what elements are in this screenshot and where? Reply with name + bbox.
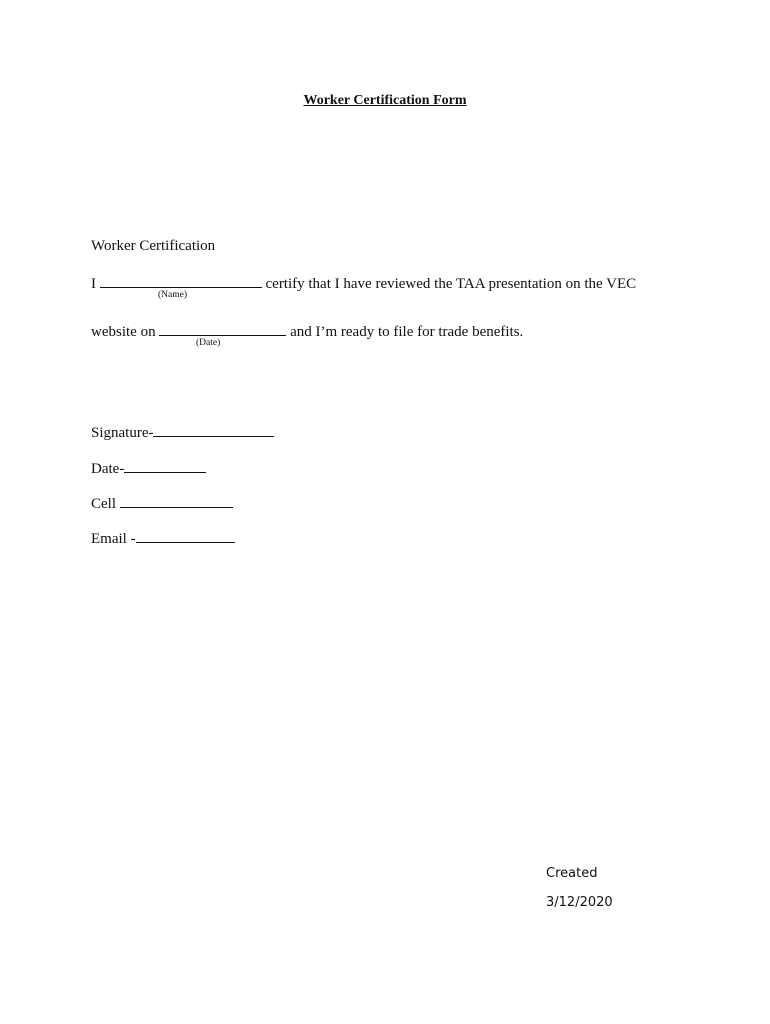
email-field [91, 528, 235, 548]
date-field [91, 458, 206, 478]
date-blank[interactable] [159, 321, 286, 336]
section-heading: Worker Certification [91, 238, 216, 254]
signature-field [91, 422, 274, 442]
website-statement [91, 321, 523, 341]
form-title: Worker Certification Form [303, 93, 467, 108]
name-blank[interactable] [100, 273, 262, 288]
date-field-blank[interactable] [124, 458, 206, 473]
signature-label: Signature- [91, 425, 154, 441]
created-label: Created [546, 866, 598, 881]
created-date: 3/12/2020 [546, 895, 613, 910]
email-blank[interactable] [136, 528, 235, 543]
cell-field [91, 493, 233, 513]
email-label: Email - [91, 531, 136, 547]
website-prefix: website on [91, 324, 156, 340]
signature-blank[interactable] [153, 422, 274, 437]
name-hint: (Name) [158, 290, 188, 300]
date-hint: (Date) [196, 338, 221, 348]
certify-text: certify that I have reviewed the TAA presentation on the VEC [265, 276, 637, 292]
certify-prefix: I [91, 276, 96, 292]
cell-label: Cell [91, 496, 116, 512]
website-text: and I’m ready to file for trade benefits. [290, 324, 524, 340]
date-label: Date- [91, 461, 125, 477]
cell-blank[interactable] [120, 493, 233, 508]
